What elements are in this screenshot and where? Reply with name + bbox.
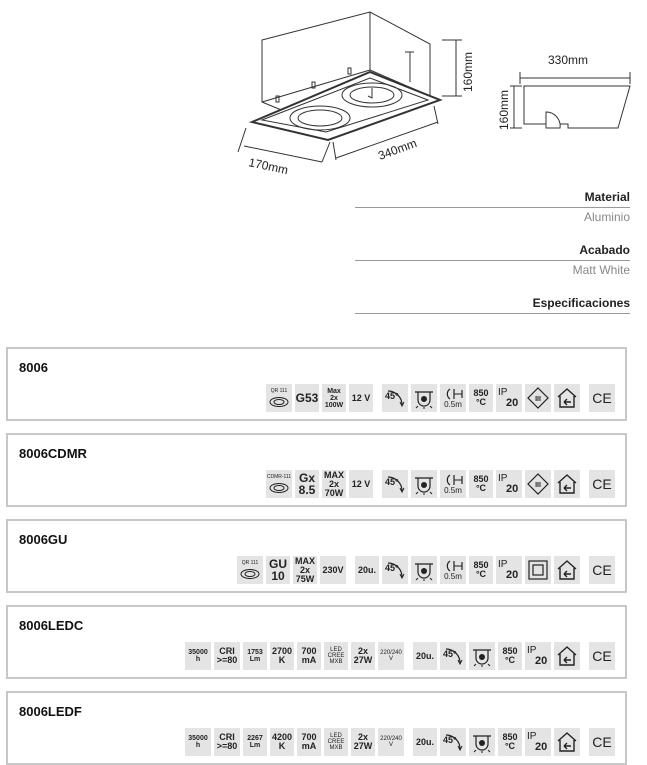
spec-text: 35000: [188, 649, 208, 656]
ce-mark-label: CE: [592, 562, 612, 578]
spec-text: 850: [502, 646, 518, 656]
recessed-mount-icon: [411, 384, 437, 412]
product-code: 8006LEDC: [19, 618, 84, 633]
beam-angle-label: 45°: [385, 563, 399, 573]
spec-text: CREE: [327, 739, 345, 745]
perspective-box-drawing: [238, 12, 462, 162]
ce-mark-label: CE: [592, 734, 612, 750]
min-distance-icon: [440, 384, 466, 412]
spec-text: 8.5: [298, 483, 316, 497]
spec-text-icon: [320, 556, 346, 584]
property-value: Matt White: [572, 263, 630, 277]
spec-text: 27W: [353, 655, 373, 665]
divider: [355, 313, 630, 314]
recessed-mount-icon: [411, 556, 437, 584]
spec-icons: [234, 555, 615, 585]
spec-text: °C: [504, 655, 516, 665]
spec-text: Lm: [249, 656, 261, 663]
spec-text-icon: [297, 642, 321, 670]
min-distance-label: 0.5m: [444, 400, 462, 409]
indoor-use-icon: [554, 556, 580, 584]
divider: [355, 207, 630, 208]
spec-text-icon: [295, 470, 319, 498]
spec-text: G53: [295, 391, 319, 405]
spec-text: 20u.: [357, 564, 376, 575]
product-card-8006gu: [6, 519, 627, 593]
ce-mark-icon: [589, 728, 615, 756]
class-ii-icon: [525, 556, 551, 584]
ce-mark-icon: [589, 556, 615, 584]
dimension-front-width: 170mm: [247, 155, 290, 178]
spec-text: °C: [475, 569, 487, 579]
spec-text: 12 V: [351, 478, 371, 489]
spec-text-icon: [295, 384, 319, 412]
ip-label: IP: [527, 730, 537, 742]
spec-text-icon: [378, 642, 404, 670]
class-iii-icon: [525, 384, 551, 412]
spec-text: 850: [473, 560, 489, 570]
beam-angle-icon: [382, 384, 408, 412]
ip-rating-icon: [496, 384, 522, 412]
spec-icons: [263, 469, 615, 499]
property-label: Especificaciones: [532, 296, 630, 310]
spec-text: V: [388, 656, 393, 662]
ip-label: IP: [498, 472, 508, 484]
spec-text-icon: [351, 728, 375, 756]
ce-mark-icon: [589, 470, 615, 498]
product-card-8006cdmr: [6, 433, 627, 507]
ce-mark-icon: [589, 384, 615, 412]
spec-text-icon: [351, 642, 375, 670]
indoor-use-icon: [554, 642, 580, 670]
spec-text-icon: [349, 384, 373, 412]
lamp-type-icon: [266, 384, 292, 412]
product-card-8006: [6, 347, 627, 421]
spec-text-icon: [322, 384, 346, 412]
recessed-mount-icon: [411, 470, 437, 498]
spec-text: 12 V: [351, 392, 371, 403]
spec-text-icon: [293, 556, 317, 584]
ip-label: IP: [498, 558, 508, 570]
spec-text: >=80: [216, 741, 238, 751]
spec-text-icon: [185, 642, 211, 670]
min-distance-label: 0.5m: [444, 486, 462, 495]
spec-text: 850: [473, 388, 489, 398]
svg-text:III: III: [535, 396, 541, 403]
dimension-front-length: 340mm: [376, 135, 419, 163]
spec-text: CRI: [219, 732, 235, 742]
spec-text: 220/240: [380, 736, 402, 742]
class-iii-icon: [525, 470, 551, 498]
beam-angle-label: 45°: [385, 477, 399, 487]
property-specifications: [355, 296, 630, 314]
indoor-use-icon: [554, 470, 580, 498]
lamp-type-label: QR 111: [241, 559, 259, 566]
ce-mark-icon: [589, 642, 615, 670]
spec-text: 700: [301, 732, 317, 742]
spec-text: LED: [330, 647, 342, 653]
spec-text: °C: [504, 741, 516, 751]
ce-mark-label: CE: [592, 648, 612, 664]
ip-label: IP: [527, 644, 537, 656]
product-card-8006ledc: [6, 605, 627, 679]
product-code: 8006: [19, 360, 48, 375]
spec-text-icon: [413, 642, 437, 670]
spec-text-icon: [185, 728, 211, 756]
svg-text:III: III: [535, 482, 541, 489]
spec-text: MXB: [329, 745, 343, 751]
beam-angle-label: 45°: [385, 391, 399, 401]
spec-text: V: [388, 742, 393, 748]
spec-icons: [182, 727, 615, 757]
spec-text: MXB: [329, 659, 343, 665]
spec-text: 2x: [330, 394, 338, 402]
spec-text-icon: [243, 728, 267, 756]
spec-text: MAX: [324, 469, 344, 480]
ip-rating-icon: [525, 728, 551, 756]
recessed-mount-icon: [469, 642, 495, 670]
product-code: 8006LEDF: [19, 704, 82, 719]
spec-text: mA: [301, 655, 317, 665]
spec-text: 35000: [188, 735, 208, 742]
spec-text: >=80: [216, 655, 238, 665]
spec-text-icon: [498, 728, 522, 756]
spec-text: h: [195, 742, 201, 749]
spec-text: Lm: [249, 742, 261, 749]
property-label: Material: [584, 190, 630, 204]
spec-text: 2267: [247, 735, 263, 742]
beam-angle-icon: [382, 556, 408, 584]
ip-value: 20: [535, 654, 548, 667]
spec-text: 2x: [357, 646, 368, 656]
spec-text: 20u.: [415, 650, 434, 661]
spec-text: °C: [475, 483, 487, 493]
spec-text: 1753: [247, 649, 263, 656]
spec-text: Max: [327, 387, 341, 395]
spec-text-icon: [297, 728, 321, 756]
spec-text: CREE: [327, 653, 345, 659]
spec-text-icon: [322, 470, 346, 498]
spec-text-icon: [498, 642, 522, 670]
spec-text: 2x: [328, 478, 339, 489]
spec-text-icon: [413, 728, 437, 756]
spec-text: K: [278, 655, 286, 665]
spec-text: 220/240: [380, 650, 402, 656]
min-distance-icon: [440, 470, 466, 498]
recessed-mount-icon: [469, 728, 495, 756]
spec-text: 2x: [357, 732, 368, 742]
spec-text-icon: [355, 556, 379, 584]
min-distance-icon: [440, 556, 466, 584]
spec-text: 10: [271, 569, 285, 583]
spec-text: LED: [330, 733, 342, 739]
spec-text-icon: [324, 642, 348, 670]
spec-text: h: [195, 656, 201, 663]
divider: [355, 260, 630, 261]
ip-rating-icon: [496, 470, 522, 498]
spec-text: 70W: [324, 487, 344, 498]
product-card-8006ledf: [6, 691, 627, 765]
dimension-side-height: 160mm: [497, 89, 511, 130]
spec-text: °C: [475, 397, 487, 407]
beam-angle-icon: [440, 642, 466, 670]
spec-text-icon: [243, 642, 267, 670]
spec-text-icon: [469, 384, 493, 412]
spec-text-icon: [214, 642, 240, 670]
spec-text: MAX: [295, 555, 315, 566]
ip-rating-icon: [525, 642, 551, 670]
spec-text-icon: [214, 728, 240, 756]
dimension-side-width: 330mm: [548, 53, 589, 67]
beam-angle-label: 45°: [443, 735, 457, 745]
spec-text: CRI: [219, 646, 235, 656]
spec-text: 2x: [299, 564, 310, 575]
spec-text: 27W: [353, 741, 373, 751]
spec-text-icon: [378, 728, 404, 756]
spec-text: 20u.: [415, 736, 434, 747]
ce-mark-label: CE: [592, 476, 612, 492]
min-distance-label: 0.5m: [444, 572, 462, 581]
spec-text: 4200: [271, 732, 293, 742]
spec-text: mA: [301, 741, 317, 751]
spec-text-icon: [324, 728, 348, 756]
beam-angle-label: 45°: [443, 649, 457, 659]
property-value: Aluminio: [583, 210, 630, 224]
technical-drawing: [0, 0, 647, 185]
spec-text: GU: [269, 557, 287, 571]
spec-icons: [182, 641, 615, 671]
ip-value: 20: [506, 396, 519, 409]
ip-label: IP: [498, 386, 508, 398]
spec-text-icon: [469, 470, 493, 498]
beam-angle-icon: [440, 728, 466, 756]
spec-text-icon: [270, 728, 294, 756]
lamp-type-label: QR 111: [270, 387, 288, 394]
spec-text-icon: [266, 556, 290, 584]
spec-text-icon: [469, 556, 493, 584]
lamp-type-icon: [237, 556, 263, 584]
spec-text: Gx: [298, 471, 315, 485]
lamp-type-icon: [266, 470, 292, 498]
spec-text-icon: [349, 470, 373, 498]
ip-rating-icon: [496, 556, 522, 584]
property-finish: [355, 243, 630, 278]
spec-icons: [263, 383, 615, 413]
spec-text: K: [278, 741, 286, 751]
indoor-use-icon: [554, 728, 580, 756]
indoor-use-icon: [554, 384, 580, 412]
ip-value: 20: [506, 568, 519, 581]
spec-text: 700: [301, 646, 317, 656]
spec-text: 850: [473, 474, 489, 484]
ip-value: 20: [506, 482, 519, 495]
side-profile-drawing: [510, 72, 630, 128]
beam-angle-icon: [382, 470, 408, 498]
ip-value: 20: [535, 740, 548, 753]
spec-text: 850: [502, 732, 518, 742]
property-label: Acabado: [579, 243, 630, 257]
ce-mark-label: CE: [592, 390, 612, 406]
lamp-type-label: CDMR-111: [266, 473, 292, 480]
product-code: 8006GU: [19, 532, 68, 547]
spec-text: 100W: [324, 401, 344, 409]
property-material: [355, 190, 630, 225]
spec-text: 2700: [271, 646, 293, 656]
spec-text: 75W: [295, 573, 315, 584]
dimension-front-height: 160mm: [461, 51, 475, 92]
product-code: 8006CDMR: [19, 446, 87, 461]
spec-text-icon: [270, 642, 294, 670]
spec-text: 230V: [322, 564, 344, 575]
